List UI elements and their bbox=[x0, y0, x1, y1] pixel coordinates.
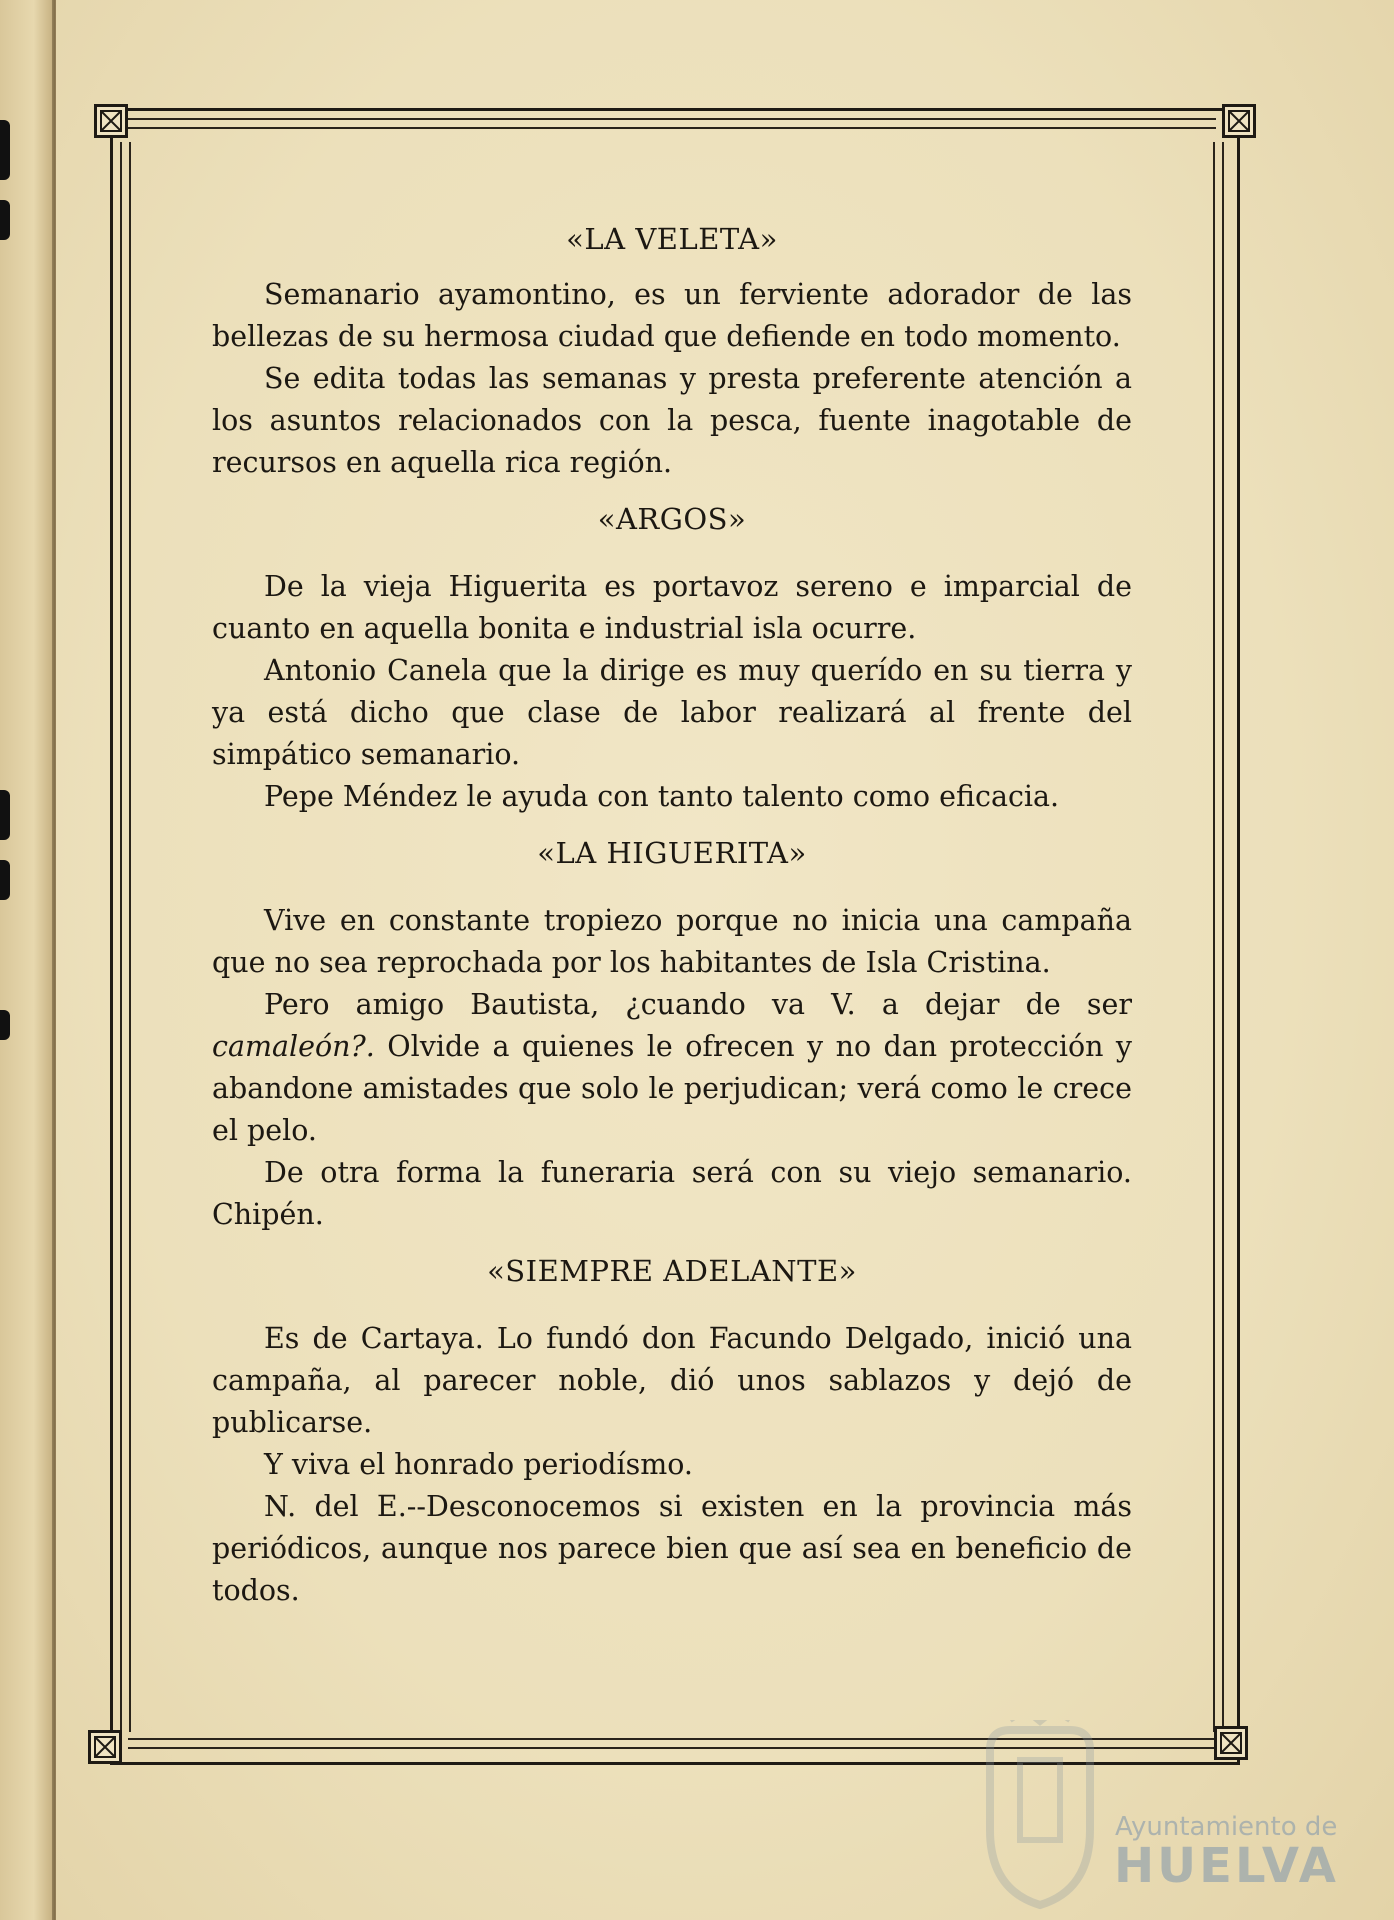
paragraph: Pepe Méndez le ayuda con tanto talento como eficacia. bbox=[264, 780, 1060, 813]
section-heading-la-higuerita: «LA HIGUERITA» bbox=[537, 836, 807, 870]
paragraph-rest: Olvide a quienes le ofrecen y no dan protección y abandone amistades que solo le perjudican; verá como le crece el pelo. bbox=[212, 1030, 1133, 1147]
frame-line bbox=[129, 142, 131, 1732]
watermark-line1: Ayuntamiento de bbox=[1115, 1812, 1338, 1842]
paragraph: Semanario ayamontino, es un ferviente adorador de las bellezas de su hermosa ciudad que defiende en todo momento. bbox=[212, 278, 1132, 353]
section-heading-argos: «ARGOS» bbox=[597, 502, 747, 536]
binding-mark bbox=[0, 200, 10, 240]
book-gutter bbox=[0, 0, 56, 1920]
italic-word: camaleón?. bbox=[212, 1030, 375, 1063]
paragraph: Antonio Canela que la dirige es muy querído en su tierra y ya está dicho que clase de labor realizará al frente del simpático semanario. bbox=[212, 654, 1132, 771]
binding-mark bbox=[0, 120, 10, 180]
binding-mark bbox=[0, 1010, 10, 1040]
section-heading-siempre-adelante: «SIEMPRE ADELANTE» bbox=[487, 1254, 857, 1288]
corner-ornament-icon bbox=[1222, 104, 1256, 138]
gutter-edge bbox=[52, 0, 55, 1920]
paragraph: Se edita todas las semanas y presta preferente atención a los asuntos relacionados con la pesca, fuente inagotable de recursos en aquella rica región. bbox=[212, 362, 1132, 479]
paragraph: Es de Cartaya. Lo fundó don Facundo Delgado, inició una campaña, al parecer noble, dió unos sablazos y dejó de publicarse. bbox=[212, 1322, 1132, 1439]
frame-line bbox=[128, 118, 1216, 120]
paragraph: De otra forma la funeraria será con su viejo semanario. Chipén. bbox=[212, 1156, 1132, 1231]
frame-line bbox=[1213, 142, 1215, 1732]
binding-mark bbox=[0, 790, 10, 840]
frame-line bbox=[1222, 142, 1224, 1732]
frame-line bbox=[128, 127, 1216, 129]
paragraph: N. del E.--Desconocemos si existen en la provincia más periódicos, aunque nos parece bien que así sea en beneficio de todos. bbox=[212, 1490, 1132, 1607]
corner-ornament-icon bbox=[88, 1730, 122, 1764]
article-body bbox=[212, 218, 1132, 1612]
watermark-line2: HUELVA bbox=[1114, 1838, 1339, 1894]
section-heading-la-veleta: «LA VELETA» bbox=[566, 222, 778, 256]
paragraph: De la vieja Higuerita es portavoz sereno e imparcial de cuanto en aquella bonita e industrial isla ocurre. bbox=[212, 570, 1132, 645]
corner-ornament-icon bbox=[94, 104, 128, 138]
binding-mark bbox=[0, 860, 10, 900]
paragraph bbox=[212, 984, 1132, 1152]
paragraph: Vive en constante tropiezo porque no inicia una campaña que no sea reprochada por los habitantes de Isla Cristina. bbox=[212, 904, 1132, 979]
paragraph: Y viva el honrado periodísmo. bbox=[264, 1448, 693, 1481]
frame-line bbox=[120, 142, 122, 1732]
paragraph-lead: Pero amigo Bautista, ¿cuando va V. a dejar de ser bbox=[264, 988, 1132, 1021]
